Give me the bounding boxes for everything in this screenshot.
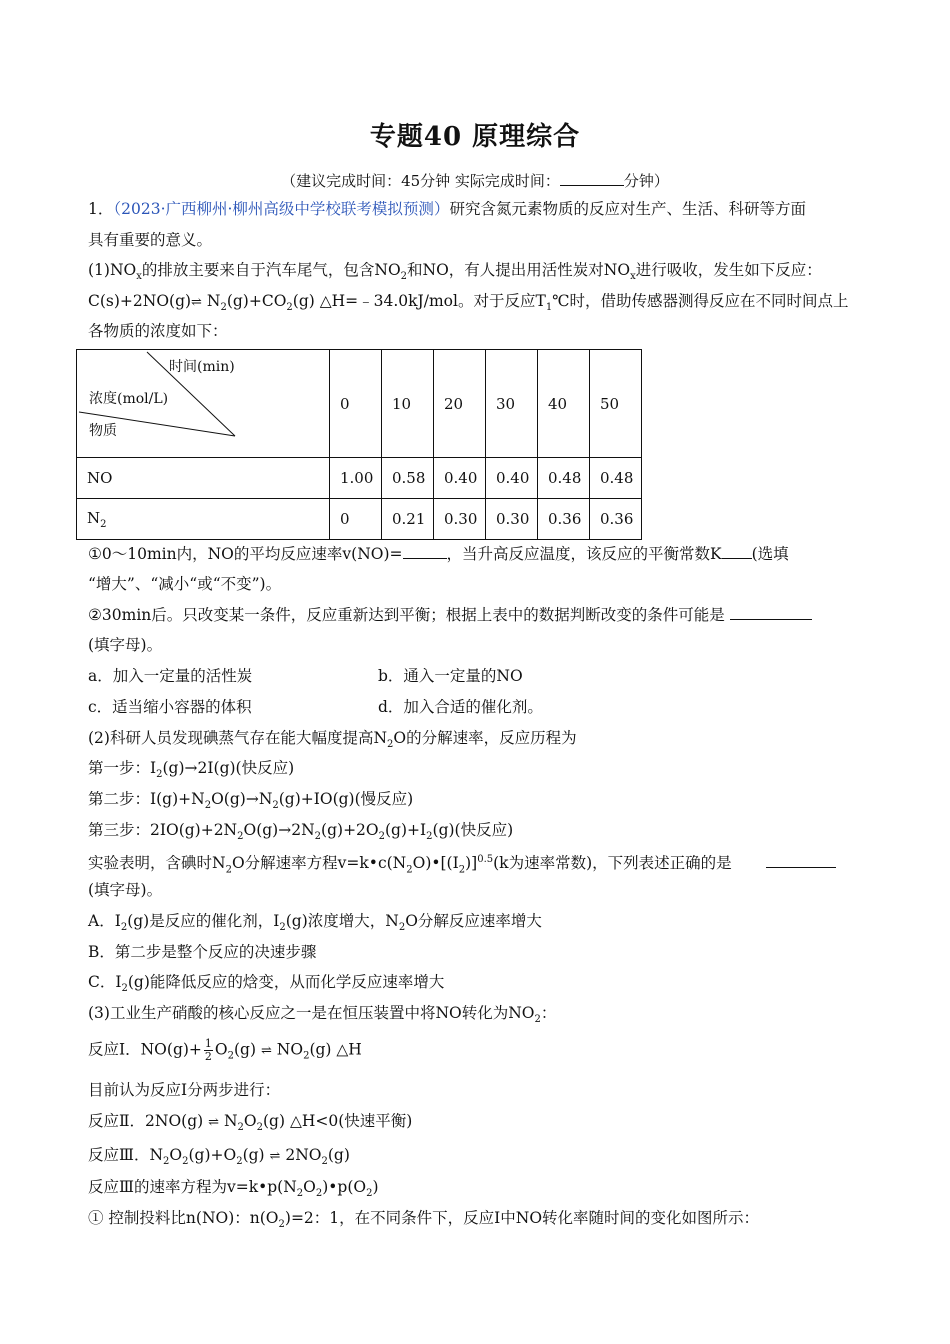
- step-2: 第二步：$I(g)+N_2O(g)\to N_2(g)+IO(g)$(慢反应): [88, 790, 414, 812]
- reaction-2: 反应Ⅱ．2NO(g) ⇌ $N_2O_2(g)$ △H<0(快速平衡): [88, 1112, 413, 1134]
- part1-tail: 各物质的浓度如下：: [88, 322, 228, 340]
- fraction-half: $\frac{1}{2}$: [204, 1037, 212, 1063]
- table-cell: 0.30: [434, 499, 486, 540]
- part1-reaction: C(s)+2NO(g)⇌ $N_2(g)+CO_2(g)$ △H=﹣34.0kJ/mol。对于反应$T_1℃$时，借助传感器测得反应在不同时间点上: [88, 292, 849, 314]
- step-3: 第三步：$2IO(g)+2N_2O(g)\to 2N_2(g)+2O_2(g)+I_2(g)$(快反应): [88, 821, 514, 843]
- table-cell: 0.40: [486, 458, 538, 499]
- part3-intro: (3)工业生产硝酸的核心反应之一是在恒压装置中将NO转化为$NO_2$：: [88, 1004, 557, 1026]
- answer-blank[interactable]: [730, 618, 812, 620]
- time-header: 50: [590, 350, 642, 458]
- table-row: [77, 458, 642, 499]
- choice-C: C．$I_2(g)$能降低反应的焓变，从而化学反应速率增大: [88, 973, 445, 995]
- equilibrium-arrow: ⇌: [191, 295, 202, 310]
- page-title: 专题40 原理综合: [369, 122, 581, 152]
- table-cell: 0.58: [382, 458, 434, 499]
- answer-blank[interactable]: [722, 557, 752, 559]
- table-cell: 0.48: [538, 458, 590, 499]
- time-header: 30: [486, 350, 538, 458]
- option-a: a．加入一定量的活性炭: [88, 667, 253, 685]
- table-cell: 0.36: [538, 499, 590, 540]
- table-cell: 0.36: [590, 499, 642, 540]
- reaction-1: 反应Ⅰ．NO(g)+ $\frac{1}{2}$ $O_2(g)$ ⇌ $NO_2(g)$ △H: [88, 1037, 362, 1063]
- table-row: [77, 499, 642, 540]
- option-c: c．适当缩小容器的体积: [88, 698, 252, 716]
- time-header: 20: [434, 350, 486, 458]
- question-source: （2023·广西柳州·柳州高级中学校联考模拟预测）: [113, 200, 450, 218]
- table-cell: 0: [330, 499, 382, 540]
- time-blank: [560, 184, 624, 186]
- time-header: 10: [382, 350, 434, 458]
- table-cell: 0.40: [434, 458, 486, 499]
- subq1-line2: “增大”、“减小“或“不变”)。: [88, 575, 282, 593]
- choice-B: B．第二步是整个反应的决速步骤: [88, 943, 317, 961]
- header-substance-label: 物质: [89, 423, 117, 439]
- table-cell: 0.48: [590, 458, 642, 499]
- experiment-line2: (填字母)。: [88, 881, 163, 899]
- step-1: 第一步：$I_2(g)\to 2I(g)$(快反应): [88, 759, 295, 781]
- subq2-line1: ②30min后。只改变某一条件，反应重新达到平衡；根据上表中的数据判断改变的条件可能是: [88, 604, 812, 626]
- answer-blank[interactable]: [403, 557, 447, 559]
- substance-name: NO: [77, 458, 330, 499]
- question-intro-line2: 具有重要的意义。: [88, 231, 213, 249]
- time-header: 40: [538, 350, 590, 458]
- rate-equation: 反应Ⅲ的速率方程为$v=k•p(N_2O_2)•p(O_2)$: [88, 1178, 379, 1200]
- table-cell: 0.21: [382, 499, 434, 540]
- table-cell: 0.30: [486, 499, 538, 540]
- table-cell: 1.00: [330, 458, 382, 499]
- option-d: d．加入合适的催化剂。: [378, 698, 543, 716]
- subq2-line2: (填字母)。: [88, 636, 163, 654]
- header-concentration-label: 浓度(mol/L): [89, 391, 169, 407]
- last-line: ① 控制投料比n(NO)：$n(O_2)=2$：1，在不同条件下，反应Ⅰ中NO转化率随时间的变化如图所示：: [88, 1209, 760, 1231]
- experiment-line1: 实验表明，含碘时$N_2O$分解速率方程$v=k•c(N_2O)•[(I_2)]^{0.5}(k$为速率常数)，下列表述正确的是: [88, 849, 836, 881]
- substance-name: $N_2$: [77, 499, 330, 540]
- time-header: 0: [330, 350, 382, 458]
- answer-blank[interactable]: [766, 866, 836, 868]
- part2-intro: (2)科研人员发现碘蒸气存在能大幅度提高$N_2O$的分解速率，反应历程为: [88, 729, 577, 751]
- reaction-3: 反应Ⅲ．$N_2O_2(g)+O_2(g)$ ⇌ $2NO_2(g)$: [88, 1146, 350, 1168]
- page-subtitle: （建议完成时间：45分钟 实际完成时间： 分钟）: [281, 172, 669, 190]
- choice-A: A．$I_2(g)$是反应的催化剂，$I_2(g)$浓度增大，$N_2O$分解反应速率增大: [88, 912, 542, 934]
- subq1-line1: ①0～10min内，NO的平均反应速率v(NO)= ，当升高反应温度，该反应的平衡常数K (选填: [88, 545, 789, 563]
- two-step-note: 目前认为反应Ⅰ分两步进行：: [88, 1081, 281, 1099]
- option-b: b．通入一定量的NO: [378, 667, 523, 685]
- part1-line1: $(1)NO_x$的排放主要来自于汽车尾气，包含$NO_2$和NO，有人提出用活性炭对$NO_x$进行吸收，发生如下反应：: [88, 261, 822, 283]
- table-header-diagonal-cell: [77, 350, 330, 458]
- question-intro-line1: 1．（2023·广西柳州·柳州高级中学校联考模拟预测）研究含氮元素物质的反应对生产、生活、科研等方面: [88, 200, 806, 218]
- header-time-label: 时间(min): [169, 359, 235, 375]
- concentration-table: [76, 349, 642, 540]
